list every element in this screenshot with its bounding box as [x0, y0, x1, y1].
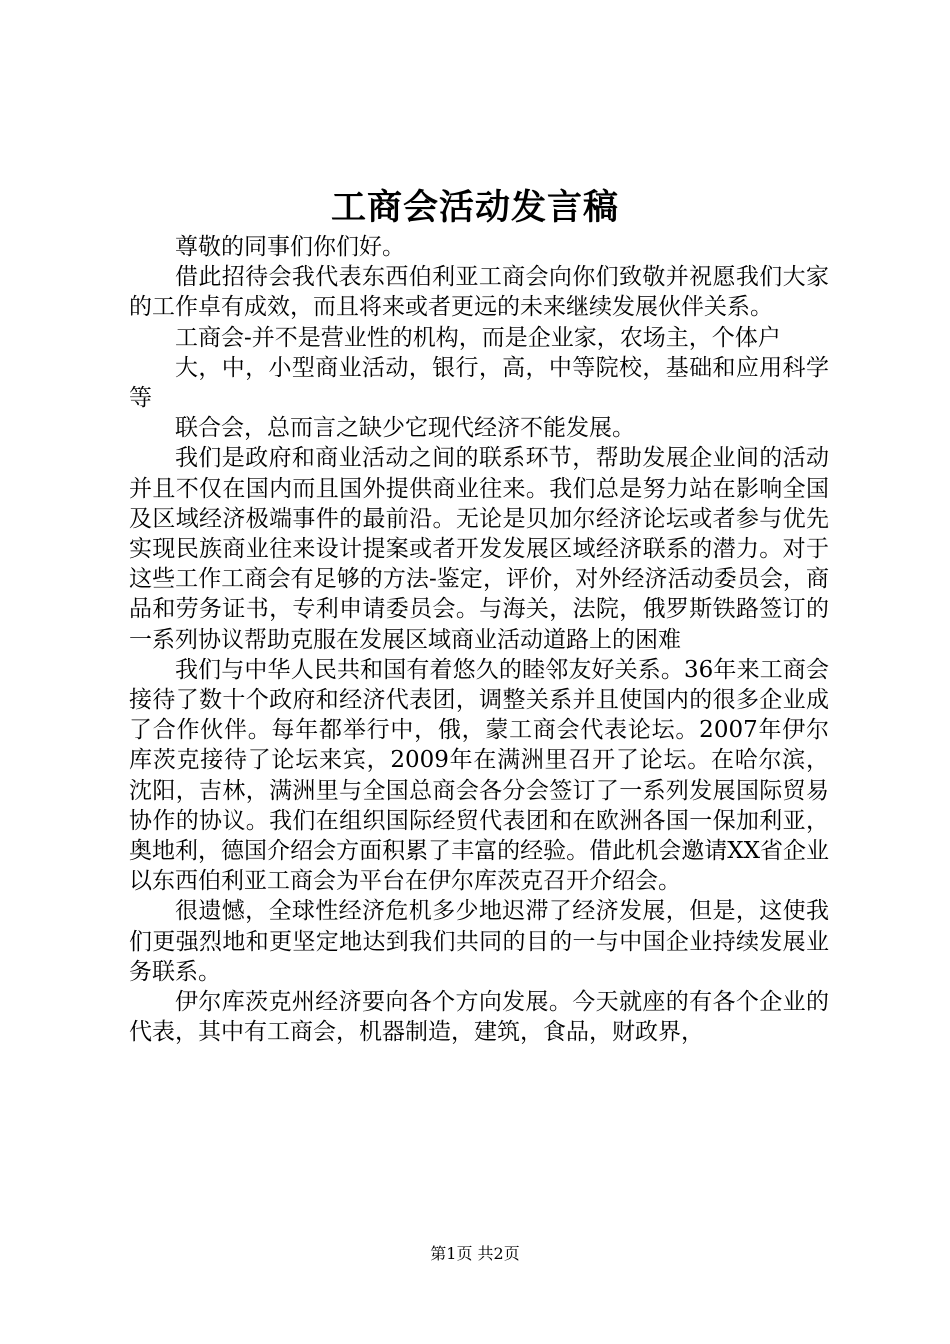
document-title: 工商会活动发言稿	[330, 187, 619, 228]
paragraph-regional-economy: 伊尔库茨克州经济要向各个方向发展。今天就座的有各个企业的代表，其中有工商会，机器制造，建筑，食品，财政界，	[129, 989, 829, 1046]
paragraph-role: 我们是政府和商业活动之间的联系环节，帮助发展企业间的活动并且不仅在国内而且国外提供商业往来。我们总是努力站在影响全国及区域经济极端事件的最前沿。无论是贝加尔经济论坛或者参与优先实现民族商业往来设计提案或者开发发展区域经济联系的潜力。对于这些工作工商会有足够的方法-鉴定，评价，对外经济活动委员会，商品和劳务证书，专利申请委员会。与海关，法院，俄罗斯铁路签订的一系列协议帮助克服在发展区域商业活动道路上的困难	[129, 445, 829, 653]
paragraph-welcome: 借此招待会我代表东西伯利亚工商会向你们致敬并祝愿我们大家的工作卓有成效，而且将来或者更远的未来继续发展伙伴关系。	[129, 264, 829, 321]
page-number: 第1页 共2页	[430, 1244, 520, 1263]
paragraph-crisis: 很遗憾，全球性经济危机多少地迟滞了经济发展，但是，这使我们更强烈地和更坚定地达到我们共同的目的一与中国企业持续发展业务联系。	[129, 898, 829, 985]
paragraph-greeting: 尊敬的同事们你们好。	[175, 234, 405, 260]
paragraph-china-relations: 我们与中华人民共和国有着悠久的睦邻友好关系。36年来工商会接待了数十个政府和经济代表团，调整关系并且使国内的很多企业成了合作伙伴。每年都举行中，俄，蒙工商会代表论坛。2007年伊尔库茨克接待了论坛来宾，2009年在满洲里召开了论坛。在哈尔滨，沈阳，吉林，满洲里与全国总商会各分会签订了一系列发展国际贸易协作的协议。我们在组织国际经贸代表团和在欧洲各国一保加利亚，奥地利，德国介绍会方面积累了丰富的经验。借此机会邀请XX省企业以东西伯利亚工商会为平台在伊尔库茨克召开介绍会。	[129, 656, 829, 895]
paragraph-chamber-definition: 工商会-并不是营业性的机构，而是企业家，农场主，个体户	[175, 324, 781, 351]
paragraph-business-list: 大，中，小型商业活动，银行，高，中等院校，基础和应用科学等	[129, 354, 829, 412]
document-body	[129, 232, 829, 1047]
paragraph-union: 联合会，总而言之缺少它现代经济不能发展。	[175, 415, 635, 442]
